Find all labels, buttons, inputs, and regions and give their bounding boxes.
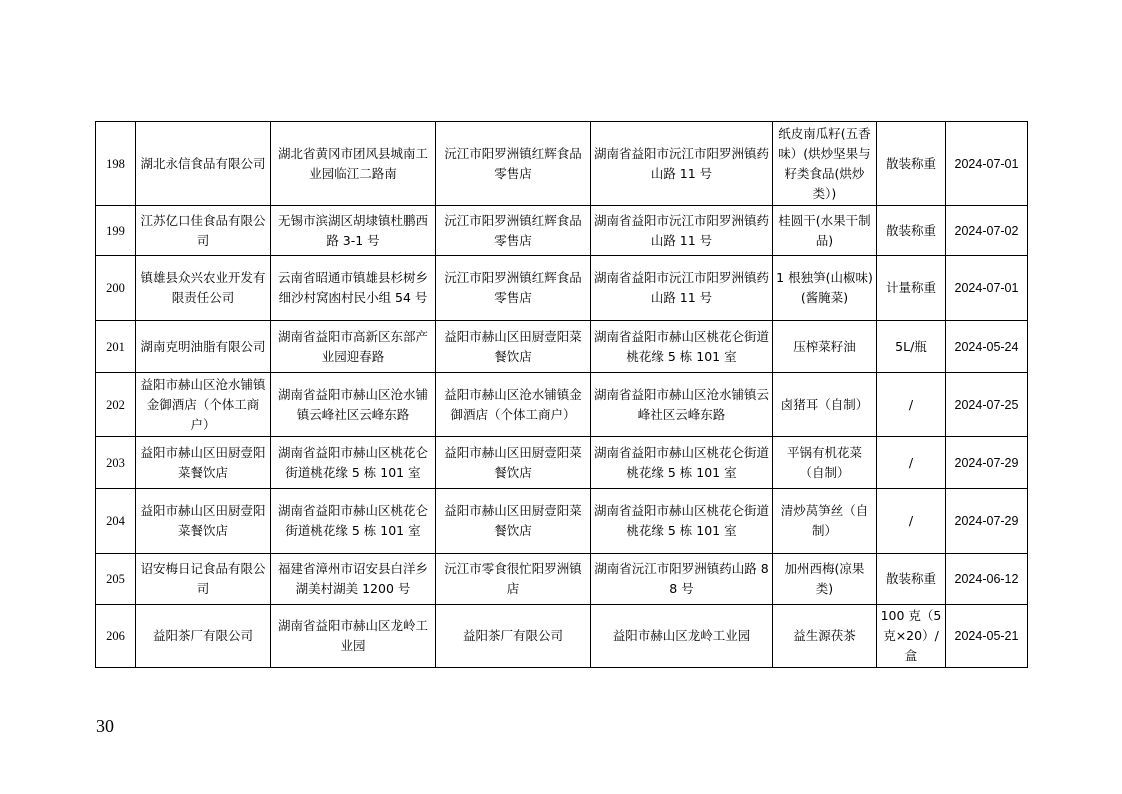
seller-name: 益阳市赫山区田厨壹阳菜餐饮店 <box>436 437 591 489</box>
producer-name: 益阳市赫山区田厨壹阳菜餐饮店 <box>136 437 271 489</box>
row-number: 199 <box>96 206 136 256</box>
producer-address: 福建省漳州市诏安县白洋乡湖美村湖美 1200 号 <box>271 554 436 605</box>
production-date: 2024-07-29 <box>946 437 1028 489</box>
seller-address: 湖南省益阳市赫山区桃花仑街道桃花缘 5 栋 101 室 <box>591 321 773 373</box>
row-number: 204 <box>96 489 136 554</box>
production-date: 2024-07-01 <box>946 256 1028 321</box>
production-date: 2024-07-01 <box>946 122 1028 206</box>
row-number: 202 <box>96 373 136 437</box>
table-row <box>96 489 1028 554</box>
row-number: 201 <box>96 321 136 373</box>
row-number: 198 <box>96 122 136 206</box>
product-spec: 100 克（5 克×20）/盒 <box>877 605 946 668</box>
producer-name: 益阳市赫山区沧水铺镇金御酒店（个体工商户） <box>136 373 271 437</box>
table-row <box>96 437 1028 489</box>
producer-name: 江苏亿口佳食品有限公司 <box>136 206 271 256</box>
production-date: 2024-06-12 <box>946 554 1028 605</box>
seller-name: 沅江市阳罗洲镇红辉食品零售店 <box>436 256 591 321</box>
table-row <box>96 605 1028 668</box>
seller-address: 湖南省益阳市赫山区沧水铺镇云峰社区云峰东路 <box>591 373 773 437</box>
production-date: 2024-07-29 <box>946 489 1028 554</box>
producer-address: 湖南省益阳市赫山区沧水铺镇云峰社区云峰东路 <box>271 373 436 437</box>
producer-address: 湖南省益阳市赫山区桃花仑街道桃花缘 5 栋 101 室 <box>271 489 436 554</box>
product-name: 1 根独笋(山椒味)(酱腌菜) <box>773 256 877 321</box>
table-row <box>96 554 1028 605</box>
row-number: 203 <box>96 437 136 489</box>
seller-address: 湖南省益阳市沅江市阳罗洲镇药山路 11 号 <box>591 256 773 321</box>
seller-name: 沅江市阳罗洲镇红辉食品零售店 <box>436 122 591 206</box>
seller-address: 湖南省沅江市阳罗洲镇药山路 88 号 <box>591 554 773 605</box>
seller-name: 益阳市赫山区田厨壹阳菜餐饮店 <box>436 321 591 373</box>
table-row <box>96 206 1028 256</box>
production-date: 2024-05-24 <box>946 321 1028 373</box>
table-row <box>96 122 1028 206</box>
producer-name: 湖南克明油脂有限公司 <box>136 321 271 373</box>
product-spec: 5L/瓶 <box>877 321 946 373</box>
production-date: 2024-07-02 <box>946 206 1028 256</box>
producer-address: 湖北省黄冈市团风县城南工业园临江二路南 <box>271 122 436 206</box>
producer-address: 无锡市滨湖区胡埭镇杜鹏西路 3-1 号 <box>271 206 436 256</box>
product-name: 清炒莴笋丝（自制） <box>773 489 877 554</box>
seller-name: 益阳市赫山区田厨壹阳菜餐饮店 <box>436 489 591 554</box>
product-name: 桂圆干(水果干制品) <box>773 206 877 256</box>
production-date: 2024-05-21 <box>946 605 1028 668</box>
product-name: 加州西梅(凉果类) <box>773 554 877 605</box>
seller-address: 益阳市赫山区龙岭工业园 <box>591 605 773 668</box>
seller-address: 湖南省益阳市沅江市阳罗洲镇药山路 11 号 <box>591 206 773 256</box>
product-name: 纸皮南瓜籽(五香味）(烘炒坚果与籽类食品(烘炒类）) <box>773 122 877 206</box>
product-name: 平锅有机花菜（自制） <box>773 437 877 489</box>
seller-address: 湖南省益阳市赫山区桃花仑街道桃花缘 5 栋 101 室 <box>591 489 773 554</box>
product-spec: 散装称重 <box>877 554 946 605</box>
sampling-results-table <box>95 121 1028 668</box>
product-spec: 散装称重 <box>877 122 946 206</box>
producer-address: 湖南省益阳市赫山区桃花仑街道桃花缘 5 栋 101 室 <box>271 437 436 489</box>
product-spec: / <box>877 437 946 489</box>
seller-address: 湖南省益阳市赫山区桃花仑街道桃花缘 5 栋 101 室 <box>591 437 773 489</box>
page-number: 30 <box>96 716 114 736</box>
table-row <box>96 321 1028 373</box>
producer-address: 湖南省益阳市高新区东部产业园迎春路 <box>271 321 436 373</box>
seller-address: 湖南省益阳市沅江市阳罗洲镇药山路 11 号 <box>591 122 773 206</box>
producer-address: 湖南省益阳市赫山区龙岭工业园 <box>271 605 436 668</box>
table-row <box>96 373 1028 437</box>
row-number: 205 <box>96 554 136 605</box>
production-date: 2024-07-25 <box>946 373 1028 437</box>
row-number: 200 <box>96 256 136 321</box>
product-name: 压榨菜籽油 <box>773 321 877 373</box>
product-name: 益生源茯茶 <box>773 605 877 668</box>
producer-address: 云南省昭通市镇雄县杉树乡细沙村窝凼村民小组 54 号 <box>271 256 436 321</box>
producer-name: 益阳茶厂有限公司 <box>136 605 271 668</box>
producer-name: 湖北永信食品有限公司 <box>136 122 271 206</box>
product-name: 卤猪耳（自制） <box>773 373 877 437</box>
producer-name: 诏安梅日记食品有限公司 <box>136 554 271 605</box>
product-spec: 散装称重 <box>877 206 946 256</box>
producer-name: 益阳市赫山区田厨壹阳菜餐饮店 <box>136 489 271 554</box>
seller-name: 沅江市阳罗洲镇红辉食品零售店 <box>436 206 591 256</box>
product-spec: / <box>877 373 946 437</box>
product-spec: / <box>877 489 946 554</box>
seller-name: 益阳茶厂有限公司 <box>436 605 591 668</box>
seller-name: 沅江市零食很忙阳罗洲镇店 <box>436 554 591 605</box>
table-row <box>96 256 1028 321</box>
product-spec: 计量称重 <box>877 256 946 321</box>
producer-name: 镇雄县众兴农业开发有限责任公司 <box>136 256 271 321</box>
seller-name: 益阳市赫山区沧水铺镇金御酒店（个体工商户） <box>436 373 591 437</box>
row-number: 206 <box>96 605 136 668</box>
